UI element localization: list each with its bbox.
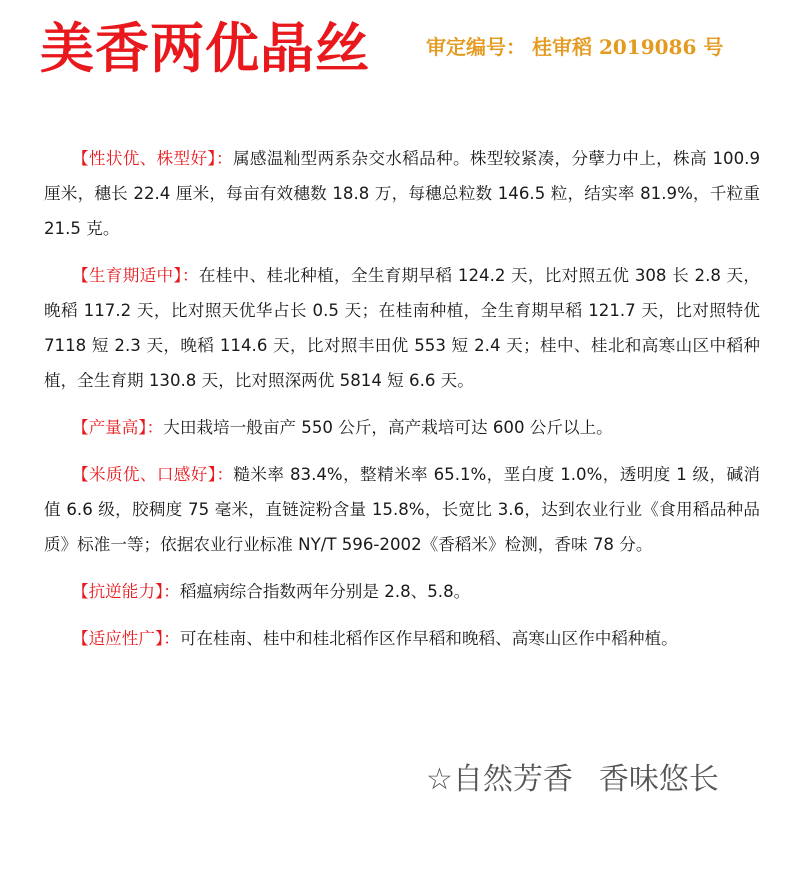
slogan-part-2: 香味悠长: [598, 762, 719, 797]
section-text: 可在桂南、桂中和桂北稻作区作早稻和晚稻、高寒山区作中稻种植。: [179, 629, 678, 648]
product-title: 美香两优晶丝: [40, 17, 370, 80]
approval-value: 桂审稻 2019086 号: [532, 35, 724, 59]
paragraph-traits: [44, 141, 760, 246]
section-tag: 【适应性广】：: [72, 629, 180, 648]
section-tag: 【产量高】：: [72, 418, 164, 437]
paragraph-growth-period: [44, 258, 760, 398]
section-text: 在桂中、桂北种植，全生育期早稻 124.2 天，比对照五优 308 长 2.8 天，晚稻 117.2 天，比对照天优华占长 0.5 天；在桂南种植，全生育期早稻 121.7 天，比对照特优 7118 短 2.3 天，晚稻 114.6 天，比对照丰田优 553 短 2.4 天；桂中、桂北和高寒山区中稻种植，全生育期 130.8 天，比对照深两优 5814 短 6.6 天。: [44, 266, 760, 390]
approval-number: [426, 32, 723, 62]
slogan: [426, 758, 719, 802]
slogan-part-1: ☆自然芳香: [426, 762, 573, 797]
paragraph-rice-quality: [44, 457, 760, 562]
section-tag: 【生育期适中】：: [72, 266, 199, 285]
section-tag: 【抗逆能力】：: [72, 582, 180, 601]
paragraph-resistance: [44, 574, 760, 609]
page-header: [0, 0, 800, 110]
section-tag: 【性状优、株型好】：: [72, 149, 233, 168]
section-text: 稻瘟病综合指数两年分别是 2.8、5.8。: [179, 582, 471, 601]
paragraph-yield: [44, 410, 760, 445]
section-tag: 【米质优、口感好】：: [72, 465, 234, 484]
approval-label: 审定编号：: [426, 35, 526, 59]
section-text: 糙米率 83.4%，整精米率 65.1%，垩白度 1.0%，透明度 1 级，碱消值 6.6 级，胶稠度 75 毫米，直链淀粉含量 15.8%，长宽比 3.6，达到农业行业《食用稻品种品质》标准一等；依据农业行业标准 NY/T 596-2002《香稻米》检测，香味 78 分。: [44, 465, 761, 554]
paragraph-adaptability: [44, 621, 760, 656]
section-text: 大田栽培一般亩产 550 公斤，高产栽培可达 600 公斤以上。: [163, 418, 613, 437]
product-description: [44, 141, 760, 668]
section-text: 属感温籼型两系杂交水稻品种。株型较紧凑，分孽力中上，株高 100.9 厘米，穗长 22.4 厘米，每亩有效穗数 18.8 万，每穗总粒数 146.5 粒，结实率 81.9%，千粒重 21.5 克。: [44, 149, 761, 238]
